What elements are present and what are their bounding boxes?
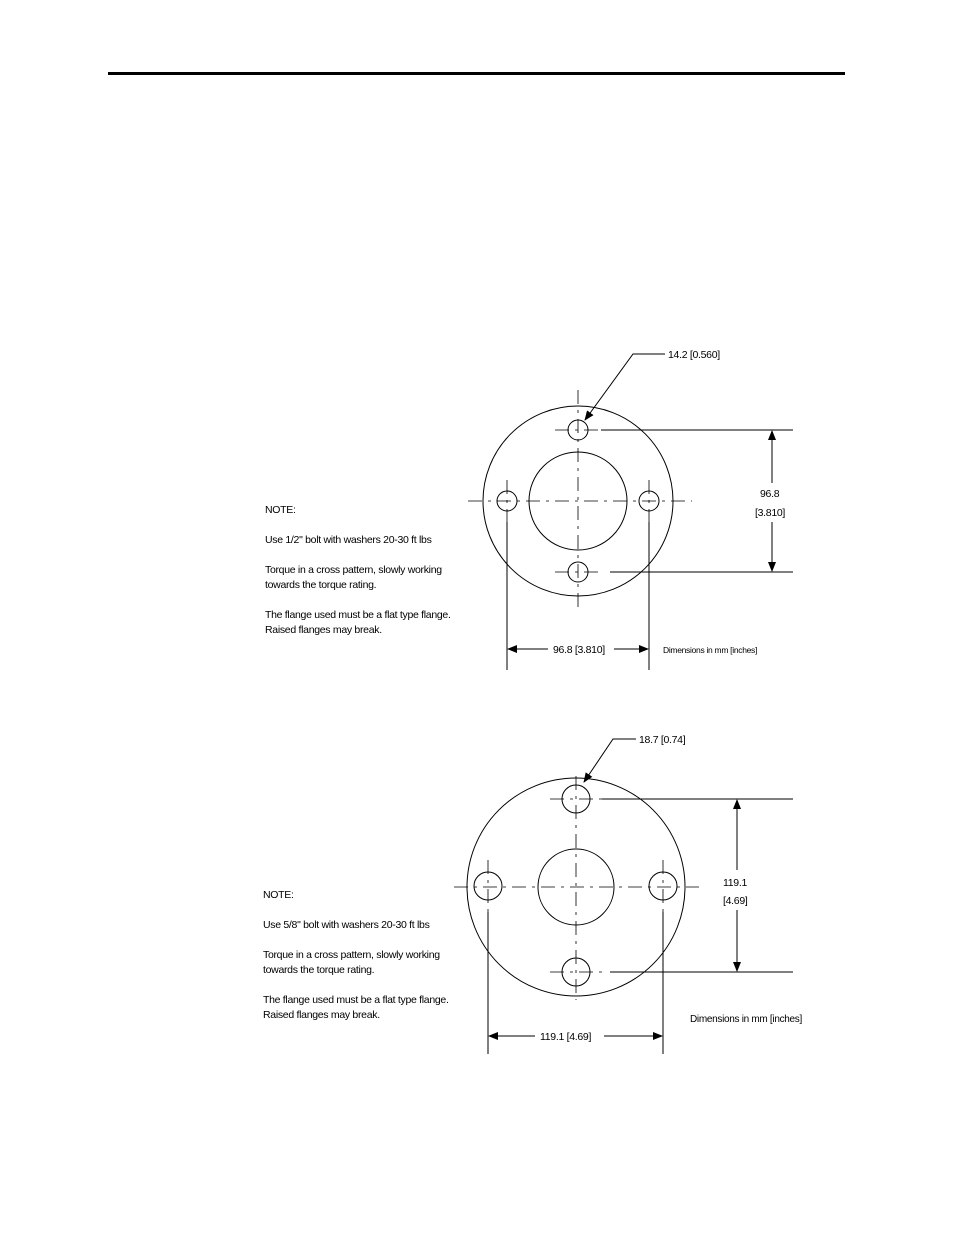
flange-1-vertical-dim-value: 96.8 — [760, 488, 780, 500]
flange-1-note — [265, 503, 451, 638]
note-flange-line-2: Raised flanges may break. — [265, 624, 382, 636]
note-bolt-spec: Use 1/2" bolt with washers 20-30 ft lbs — [265, 534, 432, 546]
flange-2-note — [263, 888, 449, 1023]
flange-2-vertical-dim-value: 119.1 — [723, 877, 747, 889]
flange-1-center-lines — [468, 390, 692, 612]
flange-2-units-note: Dimensions in mm [inches] — [690, 1014, 802, 1025]
note-bolt-spec: Use 5/8" bolt with washers 20-30 ft lbs — [263, 919, 430, 931]
flange-1-units-note: Dimensions in mm [inches] — [663, 645, 758, 655]
flange-1-vertical-dim-inches: [3.810] — [755, 507, 786, 519]
note-flange-line-1: The flange used must be a flat type flange. — [263, 994, 449, 1006]
flange-2-center-lines — [454, 776, 699, 1000]
note-torque-line-2: towards the torque rating. — [265, 579, 377, 591]
flange-2-hole-leader — [584, 739, 636, 782]
note-torque-line-1: Torque in a cross pattern, slowly working — [265, 564, 442, 576]
flange-1-horizontal-dim-label: 96.8 [3.810] — [553, 644, 605, 656]
note-flange-line-2: Raised flanges may break. — [263, 1009, 380, 1021]
flange-2-horizontal-dim-label: 119.1 [4.69] — [540, 1031, 592, 1043]
note-torque-line-2: towards the torque rating. — [263, 964, 375, 976]
flange-1-hole-leader — [585, 354, 665, 420]
flange-1-drawing — [468, 354, 793, 670]
flange-2-vertical-dim-inches: [4.69] — [723, 895, 748, 907]
note-torque-line-1: Torque in a cross pattern, slowly working — [263, 949, 440, 961]
flange-1-hole-callout: 14.2 [0.560] — [668, 349, 720, 361]
note-heading: NOTE: — [265, 504, 296, 516]
flange-2-hole-callout: 18.7 [0.74] — [639, 734, 686, 746]
note-heading: NOTE: — [263, 889, 294, 901]
note-flange-line-1: The flange used must be a flat type flange. — [265, 609, 451, 621]
